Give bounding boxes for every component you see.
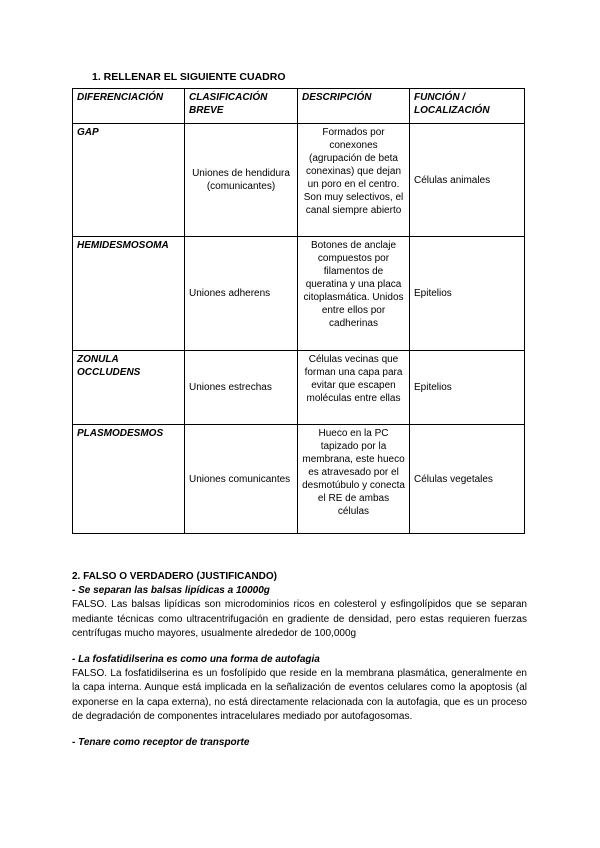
row-description: Hueco en la PC tapizado por la membrana, este hueco es atravesado por el desmotúbulo y conecta el RE de ambas células [298, 425, 410, 534]
answer-2: FALSO. La fosfatidilserina es un fosfolípido que reside en la membrana plasmática, generalmente en la capa interna. Aunque está implicada en la señalización de eventos celulares como la apoptosis (al exponerse en la capa externa), no está directamente relacionada con la autofagia, que es un proceso de degradación de componentes intracelulares mediado por autofagosomas. [72, 668, 527, 722]
row-classification: Uniones estrechas [185, 351, 298, 425]
header-descripcion: DESCRIPCIÓN [298, 89, 410, 124]
row-function: Epitelios [410, 351, 525, 425]
question-2: - La fosfatidilserina es como una forma de autofagia [72, 654, 320, 666]
row-classification: Uniones adherens [185, 237, 298, 351]
row-classification: Uniones comunicantes [185, 425, 298, 534]
table-header-row [73, 89, 525, 124]
row-function: Células vegetales [410, 425, 525, 534]
row-description: Formados por conexones (agrupación de beta conexinas) que dejan un poro en el centro. Son muy selectivos, el canal siempre abierto [298, 124, 410, 237]
table-row [73, 237, 525, 351]
question-1: - Se separan las balsas lipídicas a 10000g [72, 585, 270, 597]
section1-title: 1. RELLENAR EL SIGUIENTE CUADRO [92, 71, 286, 83]
row-description: Botones de anclaje compuestos por filamentos de queratina y una placa citoplasmática. Unidos entre ellos por cadherinas [298, 237, 410, 351]
row-name: HEMIDESMOSOMA [73, 237, 185, 351]
table-row [73, 425, 525, 534]
header-diferenciacion: DIFERENCIACIÓN [73, 89, 185, 124]
row-name: ZONULA OCCLUDENS [73, 351, 185, 425]
row-description: Células vecinas que forman una capa para evitar que escapen moléculas entre ellas [298, 351, 410, 425]
question-3: - Tenare como receptor de transporte [72, 737, 250, 749]
header-funcion: FUNCIÓN / LOCALIZACIÓN [410, 89, 525, 124]
table-row [73, 124, 525, 237]
row-classification: Uniones de hendidura (comunicantes) [185, 124, 298, 237]
row-name: PLASMODESMOS [73, 425, 185, 534]
table-row [73, 351, 525, 425]
junctions-table [72, 88, 525, 534]
answer-1: FALSO. Las balsas lipídicas son microdominios ricos en colesterol y esfingolípidos que se separan mediante técnicas como ultracentrifugación en gradiente de densidad, pero estas requieren fuerzas centrífugas mucho mayores, usualmente alrededor de 100,000g [72, 599, 527, 639]
row-function: Células animales [410, 124, 525, 237]
row-name: GAP [73, 124, 185, 237]
header-clasificacion: CLASIFICACIÓN BREVE [185, 89, 298, 124]
section2-title: 2. FALSO O VERDADERO (JUSTIFICANDO) [72, 571, 278, 582]
row-function: Epitelios [410, 237, 525, 351]
section2 [72, 570, 527, 750]
